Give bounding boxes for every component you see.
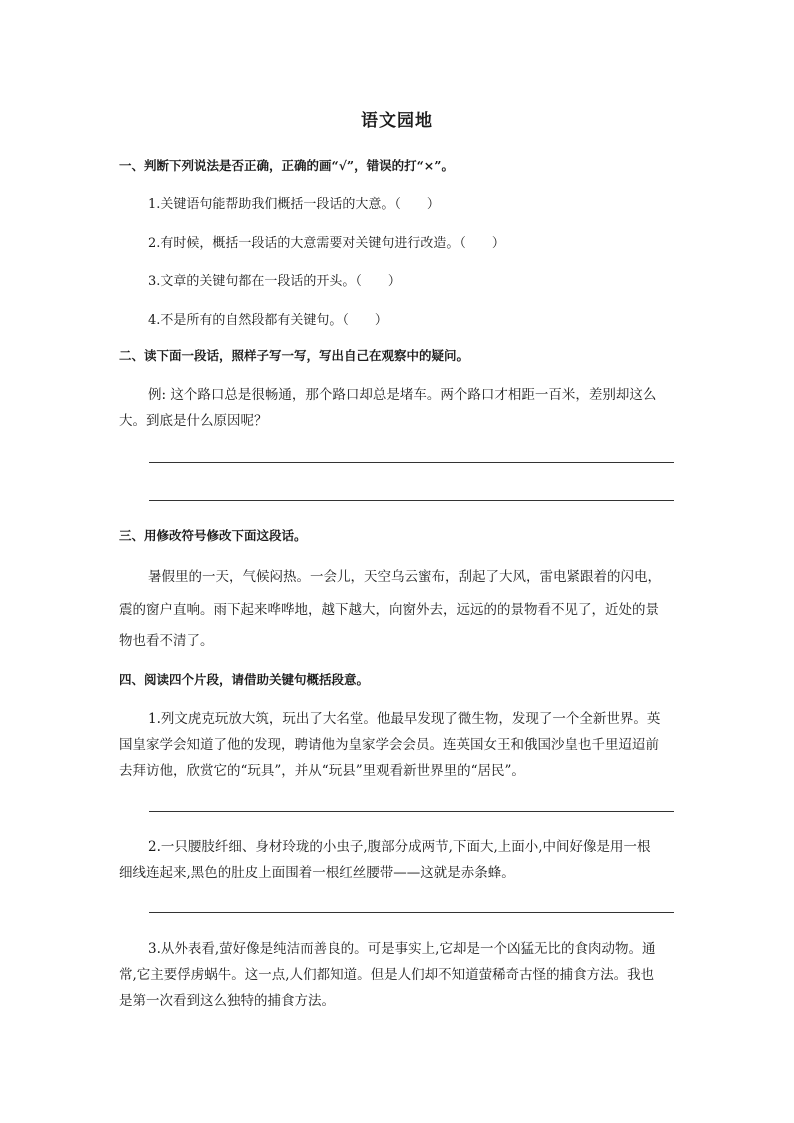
section4-heading: 四、阅读四个片段，请借助关键句概括段意。 [119, 672, 370, 687]
answer-line[interactable] [149, 462, 674, 463]
answer-line[interactable] [149, 500, 674, 501]
answer-line[interactable] [149, 811, 674, 812]
section1-item-3: 3.文章的关键句都在一段话的开头。（ ） [148, 274, 401, 289]
section2-heading: 二、读下面一段话，照样子写一写，写出自己在观察中的疑问。 [119, 348, 470, 363]
page-title: 语文园地 [361, 111, 433, 131]
section3-line-2: 震的窗户直响。雨下起来哗哗地，越下越大，向窗外去，远远的的景物看不见了，近处的景 [119, 602, 659, 618]
section4-p3-line-2: 常,它主要俘虏蜗牛。这一点,人们都知道。但是人们却不知道萤稀奇古怪的捕食方法。我也 [119, 967, 655, 983]
section4-p3-line-1: 3.从外表看,萤好像是纯洁而善良的。可是事实上,它却是一个凶猛无比的食肉动物。通 [148, 941, 656, 957]
section4-p2-line-1: 2.一只腰肢纤细、身材玲珑的小虫子,腹部分成两节,下面大,上面小,中间好像是用一根 [148, 839, 651, 855]
section1-item-4: 4.不是所有的自然段都有关键句。（ ） [148, 313, 388, 328]
section4-p1-line-1: 1.列文虎克玩放大筑，玩出了大名堂。他最早发现了微生物，发现了一个全新世界。英 [148, 711, 661, 727]
section4-p1-line-3: 去拜访他，欣赏它的“玩具”，并从“玩县”里观看新世界里的“居民”。 [119, 763, 525, 779]
section1-item-1: 1.关键语句能帮助我们概括一段话的大意。（ ） [148, 197, 440, 212]
section1-item-2: 2.有时候，概括一段话的大意需要对关键句进行改造。（ ） [148, 236, 505, 251]
section4-p1-line-2: 国皇家学会知道了他的发现，聘请他为皇家学会会员。连英国女王和俄国沙皇也千里迢迢前 [119, 737, 659, 753]
section2-example-line-2: 大。到底是什么原因呢？ [119, 413, 268, 429]
answer-line[interactable] [149, 912, 674, 913]
section3-line-1: 暑假里的一天，气候闷热。一会儿，天空乌云蜜布，刮起了大风，雷电紧跟着的闪电， [148, 569, 661, 585]
section1-heading: 一、判断下列说法是否正确，正确的画“√”，错误的打“×”。 [119, 158, 454, 173]
section3-line-3: 物也看不清了。 [119, 633, 214, 649]
section4-p3-line-3: 是第一次看到这么独特的捕食方法。 [119, 993, 335, 1009]
section4-p2-line-2: 细线连起来,黑色的肚皮上面围着一根红丝腰带——这就是赤条蜂。 [119, 865, 515, 881]
section2-example-line-1: 例: 这个路口总是很畅通，那个路口却总是堵车。两个路口才相距一百米，差别却这么 [148, 387, 657, 403]
section3-heading: 三、用修改符号修改下面这段话。 [119, 528, 307, 543]
